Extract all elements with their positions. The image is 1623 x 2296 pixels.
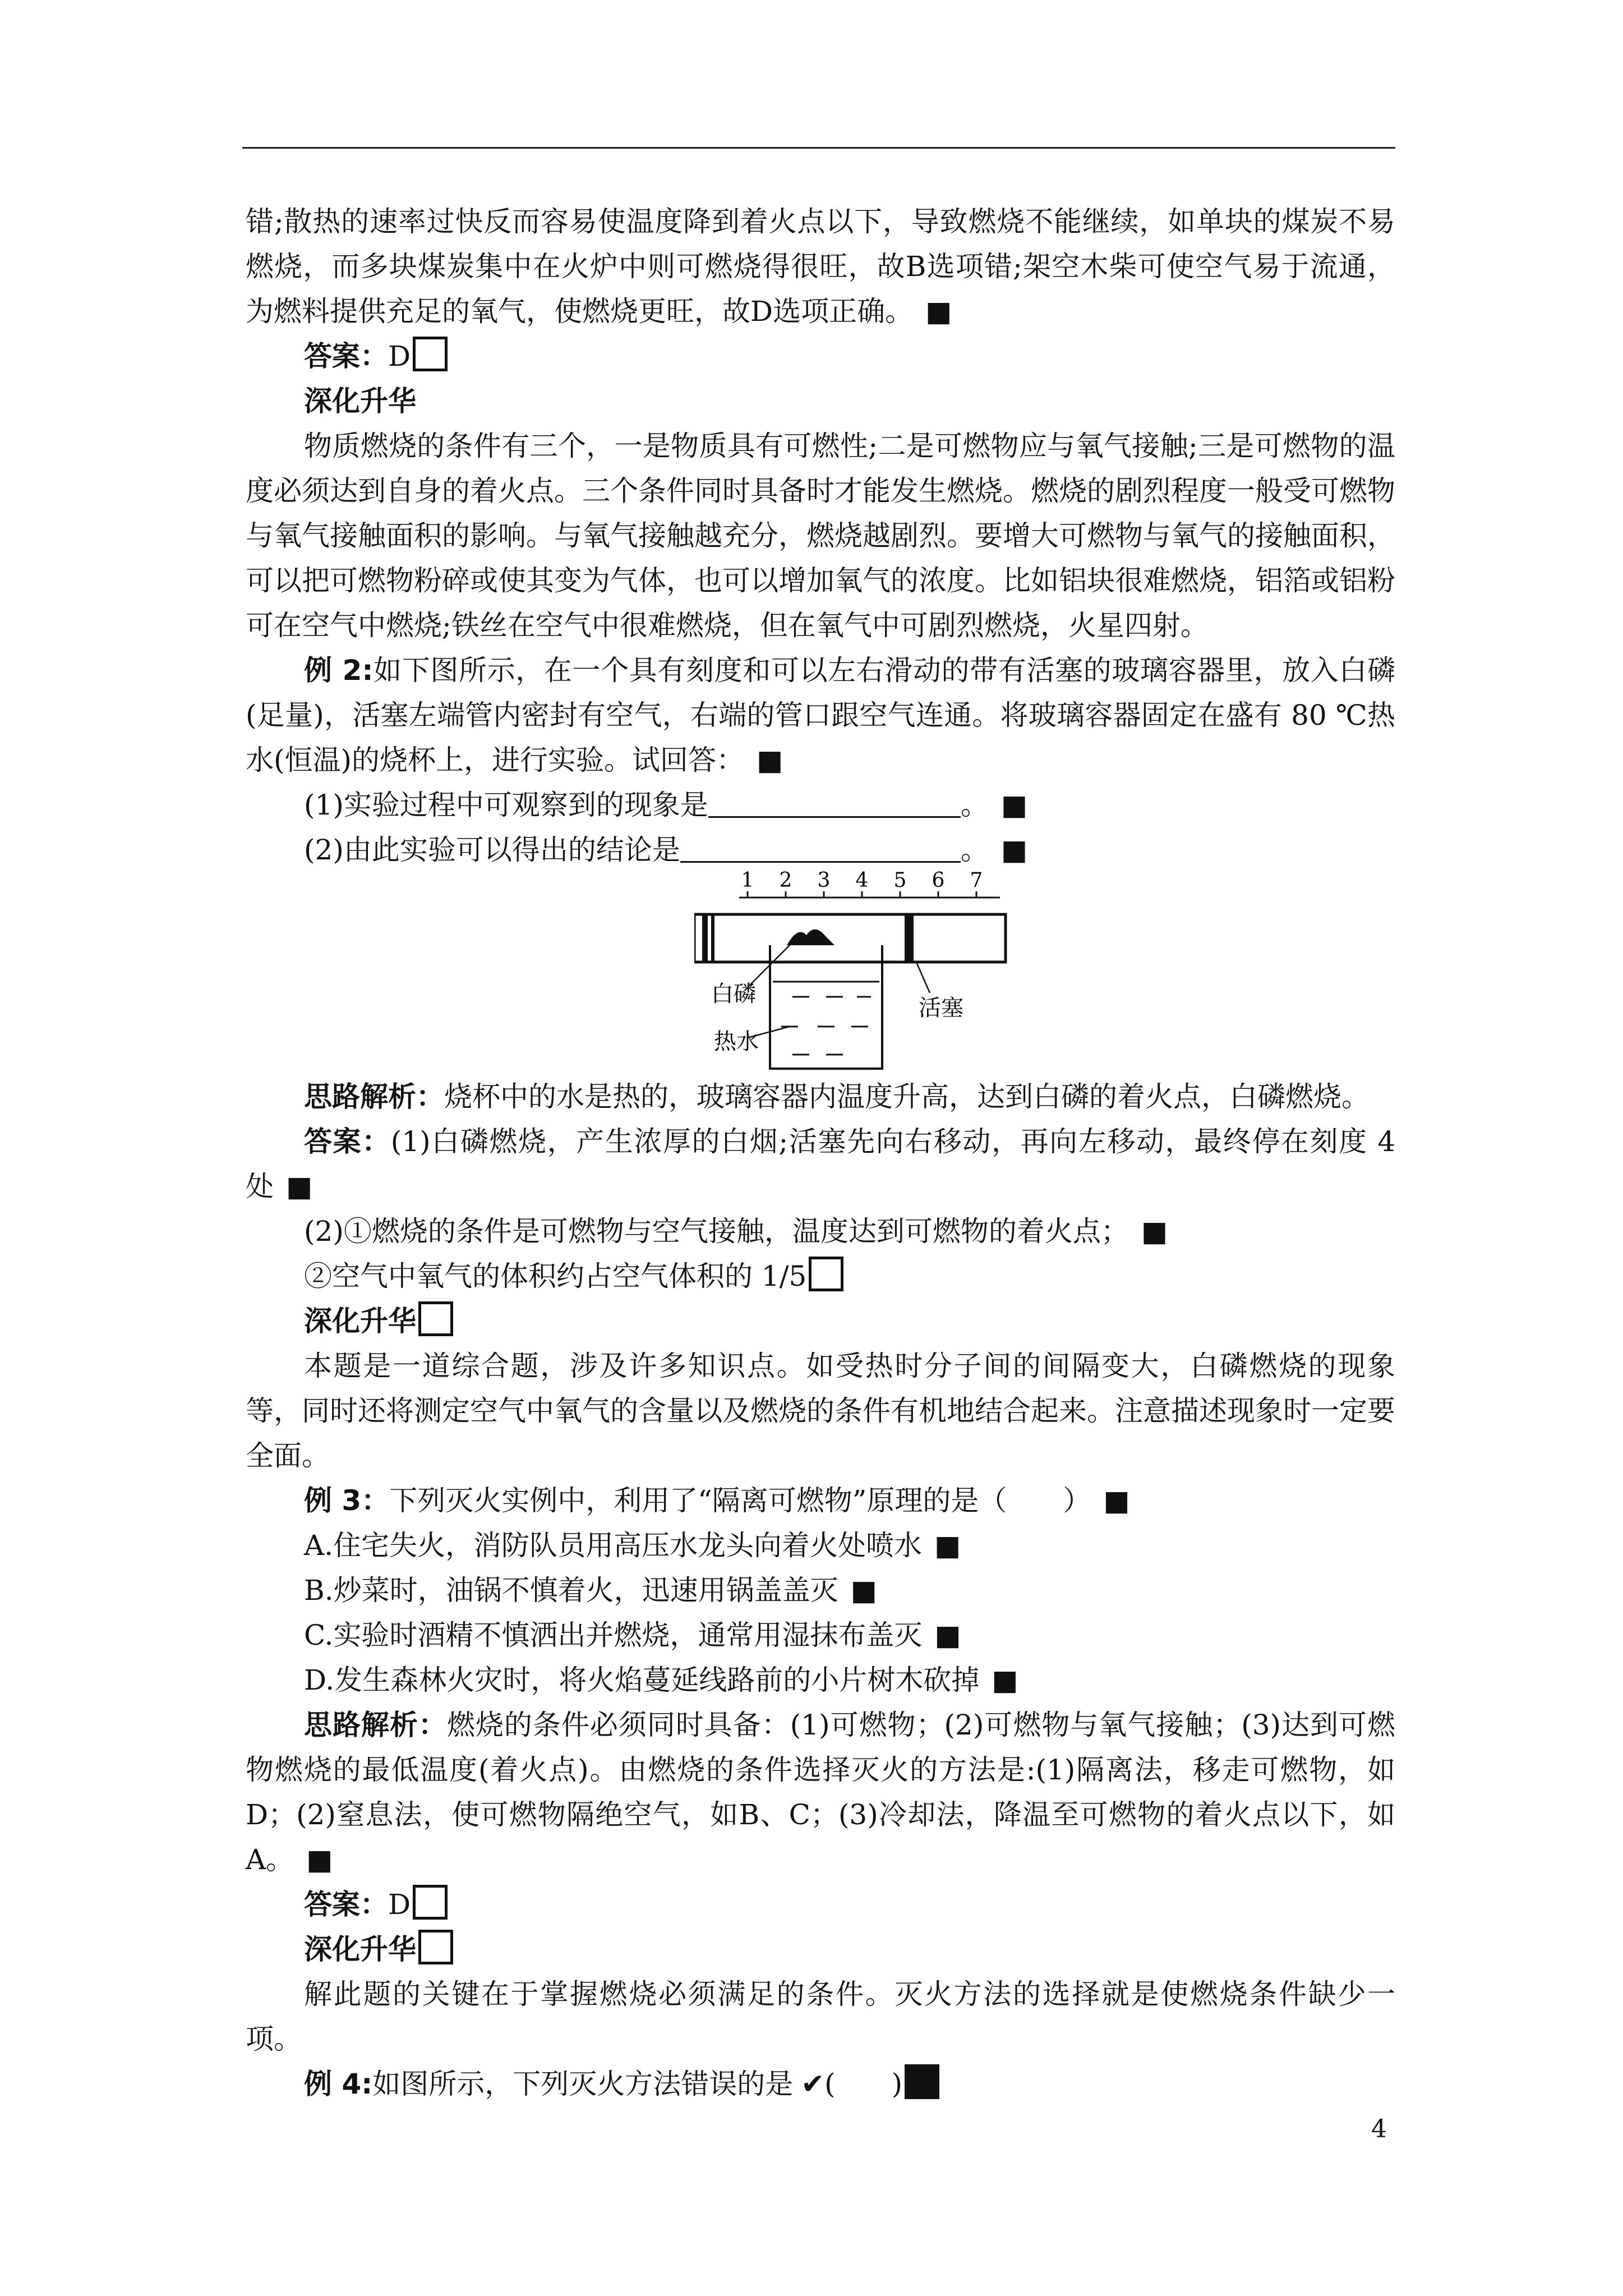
deepen-title-2 (246, 1299, 1395, 1343)
question-2 (246, 827, 1395, 872)
answer-value: D (388, 1888, 411, 1921)
end-marker: ■ (1103, 1484, 1130, 1517)
example-4 (246, 2062, 1395, 2106)
option-text: D.发生森林火灾时，将火焰蔓延线路前的小片树木砍掉 (304, 1664, 980, 1696)
example-label: 例 2: (304, 654, 374, 687)
scale-label: 5 (893, 869, 907, 892)
deepen-title-3 (246, 1927, 1395, 1972)
option-d (246, 1658, 1395, 1703)
answer-label: 答案： (304, 340, 388, 372)
blank-box (413, 337, 448, 371)
end-marker: ■ (850, 1574, 877, 1607)
answer-1 (246, 334, 1395, 379)
question-text: (1)实验过程中可观察到的现象是 (304, 789, 708, 821)
label-phosphorus: 白磷 (711, 981, 756, 1007)
beaker (770, 945, 882, 1069)
option-text: C.实验时酒精不慎洒出并燃烧，通常用湿抹布盖灭 (304, 1619, 923, 1651)
deepen-title-1: 深化升华 (304, 385, 416, 417)
header-rule (242, 147, 1395, 149)
answer-label: 答案： (304, 1125, 391, 1158)
answer-blank (708, 787, 961, 818)
blank-box (418, 1930, 453, 1964)
blank-box (809, 1257, 843, 1291)
apparatus-diagram (694, 867, 1008, 1080)
question-text: (2)由此实验可以得出的结论是 (304, 834, 680, 866)
example-text: 如图所示，下列灭火方法错误的是 (372, 2068, 794, 2100)
scale-label: 4 (855, 869, 869, 892)
analysis-2 (246, 1074, 1395, 1119)
example-2 (246, 648, 1395, 783)
analysis-3 (246, 1703, 1395, 1882)
experiment-figure (246, 869, 1395, 1074)
option-text: A.住宅失火，消防队员用高压水龙头向着火处喷水 (304, 1529, 923, 1562)
end-marker: ■ (286, 1170, 313, 1203)
option-text: B.炒菜时，油锅不慎着火，迅速用锅盖盖灭 (304, 1574, 838, 1607)
scale-label: 1 (741, 869, 754, 892)
option-c (246, 1613, 1395, 1658)
phosphorus-pile (787, 930, 834, 945)
end-marker: ■ (992, 1664, 1018, 1696)
blank-box (418, 1301, 453, 1336)
example-text: 下列灭火实例中，利用了“隔离可燃物”原理的是（ ） (389, 1484, 1091, 1517)
analysis-text: 烧杯中的水是热的，玻璃容器内温度升高，达到白磷的着火点，白磷燃烧。 (444, 1080, 1370, 1113)
label-piston: 活塞 (919, 995, 963, 1021)
answer-text: (1)白磷燃烧，产生浓厚的白烟;活塞先向右移动，再向左移动，最终停在刻度 4 处 (246, 1125, 1396, 1203)
deepen-text-2: 本题是一道综合题，涉及许多知识点。如受热时分子间的间隔变大，白磷燃烧的现象等，同时还将测定空气中氧气的含量以及燃烧的条件有机地结合起来。注意描述现象时一定要全面。 (246, 1350, 1395, 1472)
end-marker: ■ (925, 295, 952, 328)
deepen-text-3: 解此题的关键在于掌握燃烧必须满足的条件。灭火方法的选择就是使燃烧条件缺少一项。 (246, 1978, 1395, 2055)
scale-label: 7 (970, 869, 983, 892)
period: 。 (960, 789, 989, 821)
deepen-title: 深化升华 (304, 1305, 416, 1337)
scale-label: 3 (817, 869, 831, 892)
example-label: 例 3： (304, 1484, 390, 1517)
period: 。 (960, 834, 989, 866)
deepen-title: 深化升华 (304, 1933, 416, 1966)
example-3 (246, 1478, 1395, 1523)
piston (905, 914, 914, 962)
end-marker: ■ (306, 1843, 333, 1876)
example-label: 例 4: (304, 2068, 373, 2100)
analysis-text: 燃烧的条件必须同时具备：(1)可燃物；(2)可燃物与氧气接触；(3)达到可燃物燃烧的最低温度(着火点)。由燃烧的条件选择灭火的方法是:(1)隔离法，移走可燃物，如D；(2)窒息法，使可燃物隔绝空气，如B、C；(3)冷却法，降温至可燃物的着火点以下，如A。 (246, 1709, 1395, 1876)
end-marker: ■ (1000, 789, 1028, 821)
end-marker: ■ (1141, 1215, 1168, 1248)
answer-2-part3 (246, 1254, 1395, 1299)
end-marker: ■ (934, 1619, 961, 1651)
paragraph-continuation (246, 199, 1395, 334)
scale-label: 6 (932, 869, 945, 892)
filled-box (905, 2064, 939, 2099)
deepen-text-1: 物质燃烧的条件有三个，一是物质具有可燃性;二是可燃物应与氧气接触;三是可燃物的温度必须达到自身的着火点。三个条件同时具备时才能发生燃烧。燃烧的剧烈程度一般受可燃物与氧气接触面积的影响。与氧气接触越充分，燃烧越剧烈。要增大可燃物与氧气的接触面积，可以把可燃物粉碎或使其变为气体，也可以增加氧气的浓度。比如铝块很难燃烧，铝箔或铝粉可在空气中燃烧;铁丝在空气中很难燃烧，但在氧气中可剧烈燃烧，火星四射。 (246, 430, 1395, 642)
end-marker: ■ (1000, 834, 1028, 866)
option-a (246, 1523, 1395, 1568)
question-1 (246, 783, 1395, 827)
blank-box (413, 1885, 448, 1920)
answer-value: D (388, 340, 411, 372)
end-marker: ■ (757, 744, 783, 776)
answer-label: 答案： (304, 1888, 388, 1921)
example-text: 如下图所示，在一个具有刻度和可以左右滑动的带有活塞的玻璃容器里，放入白磷(足量)，活塞左端管内密封有空气，右端的管口跟空气连通。将玻璃容器固定在盛有 80 ℃热水(恒温)的烧杯上，进行实验。试回答： (246, 654, 1395, 776)
answer-blank (680, 832, 961, 863)
end-marker: ■ (934, 1529, 961, 1562)
page-number: 4 (1371, 2115, 1387, 2143)
page-content (246, 199, 1395, 2106)
analysis-label: 思路解析： (304, 1080, 444, 1113)
answer-text: ②空气中氧气的体积约占空气体积的 1/5 (304, 1260, 807, 1292)
label-hot-water: 热水 (714, 1029, 759, 1055)
answer-2-part1 (246, 1119, 1395, 1209)
analysis-label: 思路解析： (304, 1709, 447, 1741)
check-icon: ✔ (801, 2068, 825, 2100)
text: 错;散热的速率过快反而容易使温度降到着火点以下，导致燃烧不能继续，如单块的煤炭不易燃烧，而多块煤炭集中在火炉中则可燃烧得很旺，故B选项错;架空木柴可使空气易于流通，为燃料提供充足的氧气，使燃烧更旺，故D选项正确。 (246, 205, 1395, 328)
answer-text: (2)①燃烧的条件是可燃物与空气接触，温度达到可燃物的着火点； (304, 1215, 1129, 1248)
option-b (246, 1568, 1395, 1613)
answer-2-part2 (246, 1209, 1395, 1254)
answer-paren: ( ) (824, 2068, 903, 2100)
scale-label: 2 (779, 869, 792, 892)
answer-3 (246, 1882, 1395, 1927)
